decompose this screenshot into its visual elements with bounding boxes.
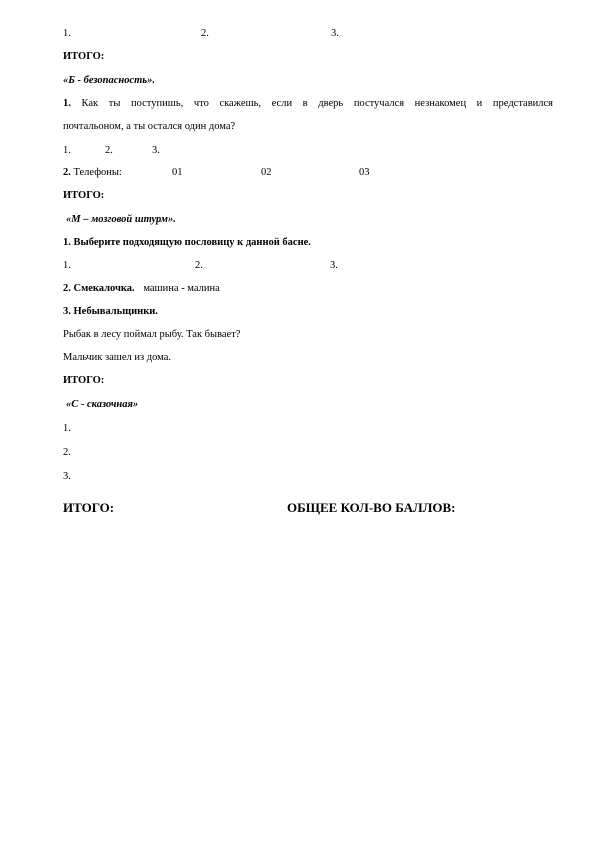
score-item: 1.: [63, 28, 71, 39]
sentence: Рыбак в лесу поймал рыбу. Так бывает?: [63, 329, 241, 340]
question-number: 3.: [63, 306, 71, 317]
section-heading: «М – мозговой штурм».: [66, 214, 176, 225]
question-number: 1.: [63, 237, 71, 248]
total-label: ИТОГО:: [63, 51, 105, 62]
score-row: [63, 27, 71, 40]
answer-item: 3.: [330, 260, 338, 271]
section-heading: «С - сказочная»: [66, 399, 139, 410]
question-number: 2.: [63, 167, 71, 178]
question-line: почтальоном, а ты остался один дома?: [63, 121, 236, 132]
answer-item: 1.: [63, 260, 71, 271]
list-item: 2.: [63, 447, 71, 458]
word-pair: машина - малина: [143, 283, 220, 294]
answer-item: 2.: [195, 260, 203, 271]
phones-label: Телефоны:: [73, 167, 122, 178]
question-number: 1.: [63, 98, 71, 109]
phone-number: 02: [261, 167, 272, 178]
score-item: 2.: [201, 28, 209, 39]
question-number: 2.: [63, 283, 71, 294]
section-heading: «Б - безопасность».: [63, 75, 155, 86]
question-label: Смекалочка.: [73, 283, 135, 294]
sentence: Мальчик зашел из дома.: [63, 352, 172, 363]
question-line: Выберите подходящую пословицу к данной басне.: [73, 237, 311, 248]
answer-item: 2.: [105, 145, 113, 156]
answer-item: 1.: [63, 145, 71, 156]
question-label: Небывальщинки.: [73, 306, 158, 317]
total-label: ИТОГО:: [63, 190, 105, 201]
grand-total-label: ОБЩЕЕ КОЛ-ВО БАЛЛОВ:: [287, 500, 456, 515]
list-item: 1.: [63, 423, 71, 434]
answer-item: 3.: [152, 145, 160, 156]
question-text: [63, 236, 311, 249]
list-item: 3.: [63, 471, 71, 482]
score-item: 3.: [331, 28, 339, 39]
final-total-label: ИТОГО:: [63, 500, 115, 515]
phone-number: 03: [359, 167, 370, 178]
nebyvalshchinki-question: [63, 305, 158, 318]
question-line: Как ты поступишь, что скажешь, если в дверь постучался незнакомец и представился: [81, 98, 554, 109]
phones-question: [63, 166, 122, 179]
total-label: ИТОГО:: [63, 375, 105, 386]
phone-number: 01: [172, 167, 183, 178]
smekalochka-question: [63, 282, 220, 295]
question-text: [63, 97, 553, 110]
